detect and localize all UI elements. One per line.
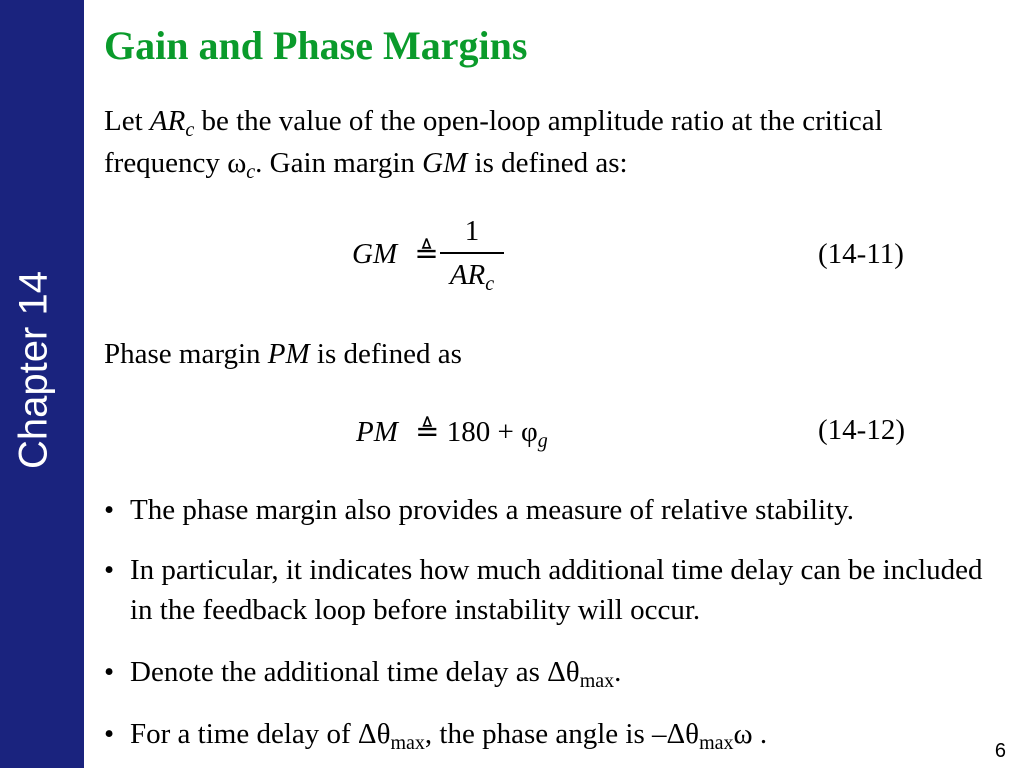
slide-title: Gain and Phase Margins	[104, 23, 528, 68]
delta-theta-symbol: Δθ	[357, 718, 391, 750]
bullet-text	[130, 652, 1004, 692]
ar-subscript: c	[185, 119, 195, 141]
phase-margin-paragraph	[104, 333, 462, 375]
eq2-definition-symbol: ≜	[415, 416, 440, 448]
bullet-text: The phase margin also provides a measure of relative stability.	[130, 494, 854, 526]
omega-symbol: ω	[227, 147, 247, 179]
intro-paragraph	[104, 100, 944, 184]
neg-delta-theta-symbol: –Δθ	[652, 718, 700, 750]
bullet-3-text-1: Denote the additional time delay as	[130, 656, 548, 688]
page-number: 6	[994, 740, 1006, 762]
eq2-rhs: 180 + φ	[446, 416, 538, 448]
bullet-4-text-3: .	[752, 718, 768, 750]
intro-text-3: . Gain margin	[255, 147, 423, 179]
eq2-lhs: PM	[356, 416, 398, 448]
ar-symbol: AR	[149, 105, 186, 137]
bullet-3-text-2: .	[614, 656, 622, 688]
pm-symbol: PM	[267, 338, 310, 370]
eq1-number: (14-11)	[818, 238, 904, 270]
eq2-number: (14-12)	[818, 414, 905, 446]
eq1-den-subscript: c	[485, 272, 495, 295]
omega-symbol: ω	[733, 718, 753, 750]
chapter-sidebar	[0, 0, 84, 768]
eq2-rhs-subscript: g	[537, 430, 548, 452]
bullet-item	[104, 714, 1004, 754]
bullet-text	[130, 714, 1004, 754]
eq1-fraction	[440, 214, 504, 295]
equation-gain-margin	[352, 236, 439, 271]
eq1-definition-symbol: ≜	[414, 238, 439, 270]
phase-text-2: is defined as	[309, 338, 462, 370]
bullet-marker: •	[104, 718, 115, 750]
bullet-marker: •	[104, 656, 115, 688]
intro-text-4: is defined as:	[467, 147, 628, 179]
omega-subscript: c	[246, 161, 256, 183]
equation-phase-margin	[356, 414, 548, 452]
bullet-4-text-2: , the phase angle is	[424, 718, 653, 750]
chapter-label: Chapter 14	[11, 271, 56, 469]
bullet-4-text-1: For a time delay of	[130, 718, 358, 750]
eq1-den-text: AR	[449, 258, 486, 291]
bullet-marker: •	[104, 494, 115, 526]
bullet-item	[104, 550, 1010, 630]
phase-text-1: Phase margin	[104, 338, 268, 370]
delta-theta-subscript: max	[390, 732, 425, 754]
bullet-item	[104, 652, 1004, 692]
eq1-lhs: GM	[352, 238, 398, 270]
intro-text-2: be the value of the open-loop amplitude ratio at the critical frequency	[104, 105, 883, 179]
bullet-marker: •	[104, 554, 115, 586]
eq1-denominator	[440, 258, 504, 295]
bullet-text: In particular, it indicates how much additional time delay can be included in the feedback loop before instability will occur.	[130, 554, 983, 626]
delta-theta-symbol: Δθ	[547, 656, 580, 688]
intro-text-1: Let	[104, 105, 150, 137]
neg-delta-theta-subscript: max	[699, 732, 734, 754]
delta-theta-subscript: max	[579, 670, 615, 692]
eq1-numerator: 1	[464, 215, 480, 247]
bullet-item	[104, 490, 1004, 530]
gm-symbol: GM	[422, 147, 468, 179]
eq1-fraction-bar	[440, 252, 504, 254]
